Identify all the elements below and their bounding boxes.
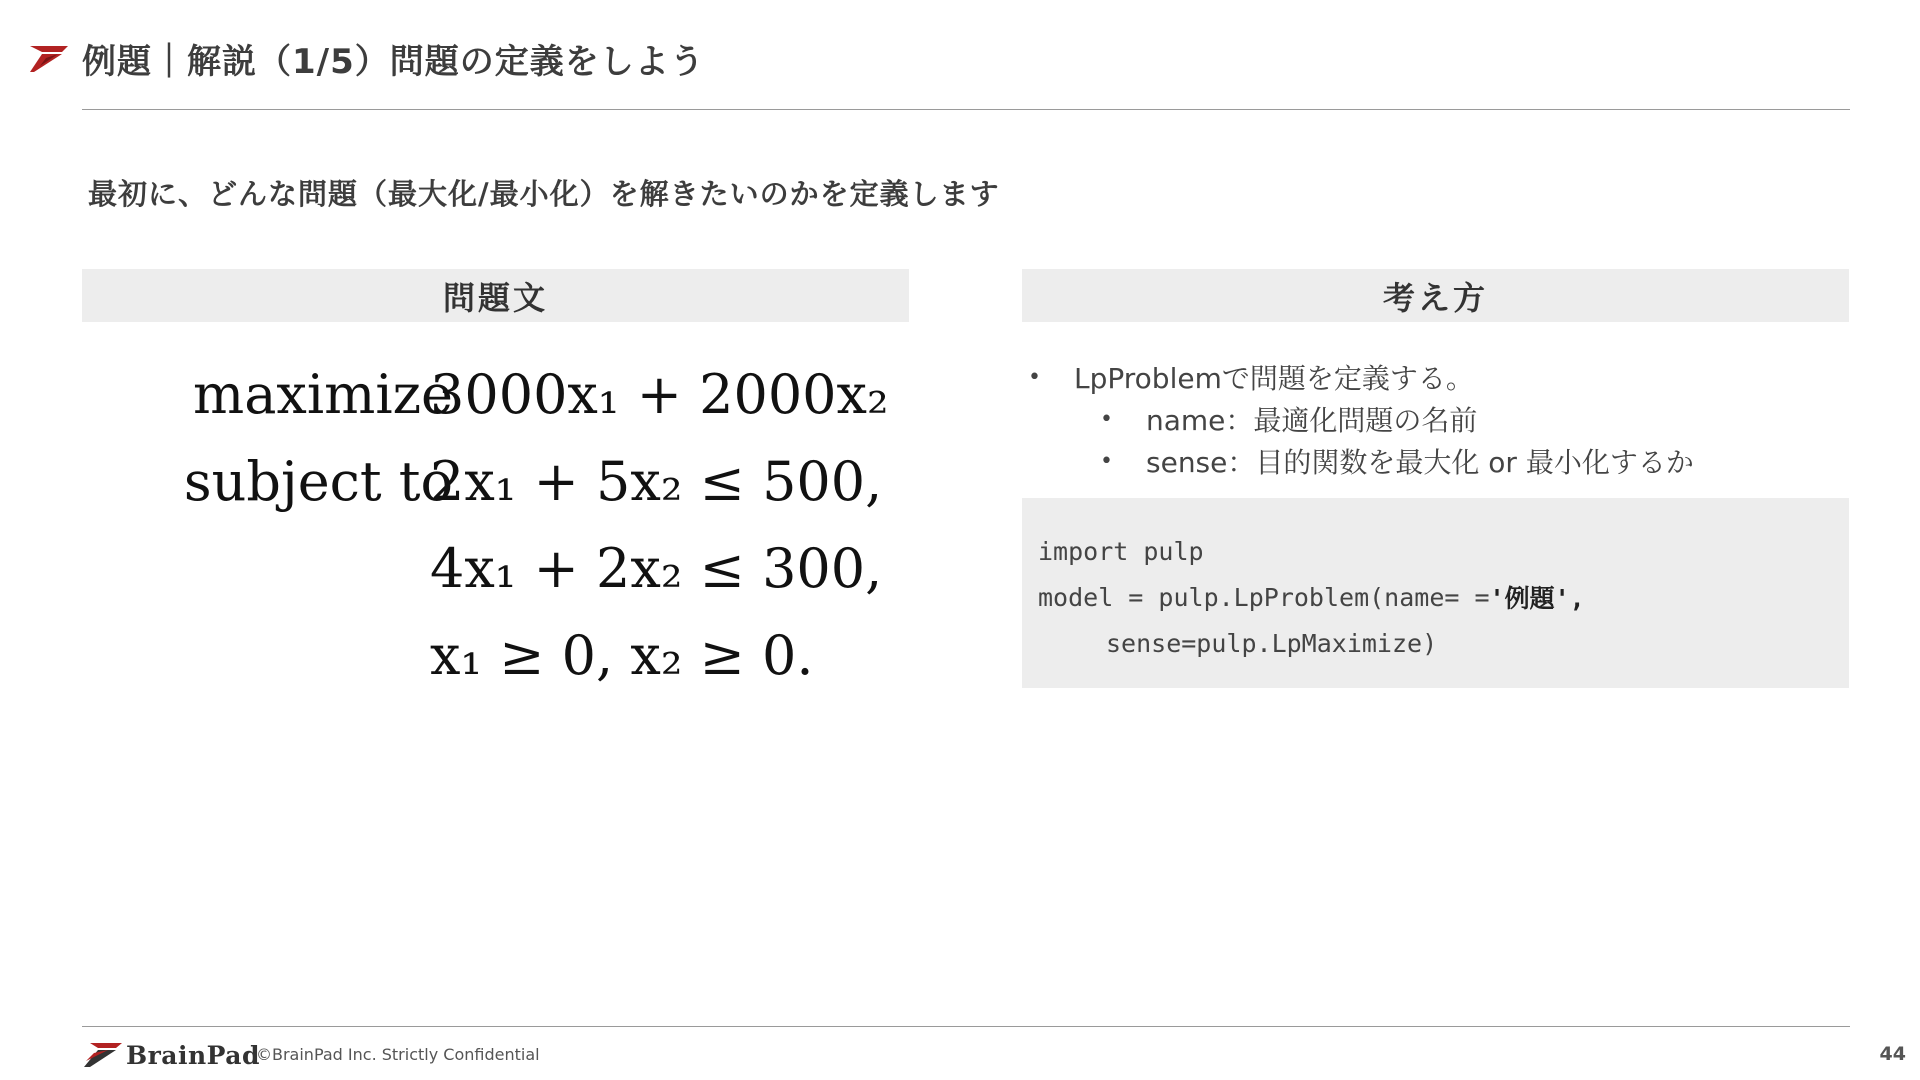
problem-formulation [82,340,909,710]
approach-bullet-list [1022,356,1849,482]
problem-statement-header: 問題文 [82,269,909,322]
bullet-dot-icon: • [1100,448,1113,474]
constraint-expression-2: 4x₁ + 2x₂ ≤ 300, [430,536,883,600]
lead-text: 最初に、どんな問題（最大化/最小化）を解きたいのかを定義します [88,177,1000,211]
bullet-item [1022,398,1849,440]
constraint-row-2 [82,524,909,612]
approach-header: 考え方 [1022,269,1849,322]
logo-text: BrainPad [126,1040,260,1070]
objective-expression: 3000x₁ + 2000x₂ [430,362,889,426]
objective-label: maximize [192,362,453,426]
brainpad-chevron-icon [28,44,70,74]
code-line-1: import pulp [1038,536,1204,566]
constraints-label: subject to [183,449,453,513]
title-divider [82,109,1850,110]
slide-title: 例題｜解説（1/5）問題の定義をしよう [82,42,705,82]
constraint-expression-3: x₁ ≥ 0, x₂ ≥ 0. [430,623,814,687]
code-string-literal: '例題', [1489,584,1585,613]
code-text: model = pulp.LpProblem(name= = [1038,582,1490,612]
brainpad-logo [82,1038,260,1072]
code-block [1022,498,1849,688]
footer-divider [82,1026,1850,1027]
bullet-text: name：最適化問題の名前 [1146,404,1478,437]
code-line-2 [1038,574,1849,620]
constraint-expression-1: 2x₁ + 5x₂ ≤ 500, [430,449,883,513]
bullet-text: LpProblemで問題を定義する。 [1074,362,1474,395]
page-number: 44 [1879,1043,1906,1065]
bullet-text: sense：目的関数を最大化 or 最小化するか [1146,446,1694,479]
bullet-item [1022,440,1849,482]
constraint-row-1 [82,437,909,525]
bullet-dot-icon: • [1028,364,1041,390]
objective-row [82,350,909,438]
copyright-text: ©BrainPad Inc. Strictly Confidential [256,1045,540,1064]
constraint-row-3 [82,611,909,699]
bullet-dot-icon: • [1100,406,1113,432]
brainpad-chevron-icon [82,1041,124,1069]
code-line-3: sense=pulp.LpMaximize) [1106,628,1438,658]
bullet-item [1022,356,1849,398]
